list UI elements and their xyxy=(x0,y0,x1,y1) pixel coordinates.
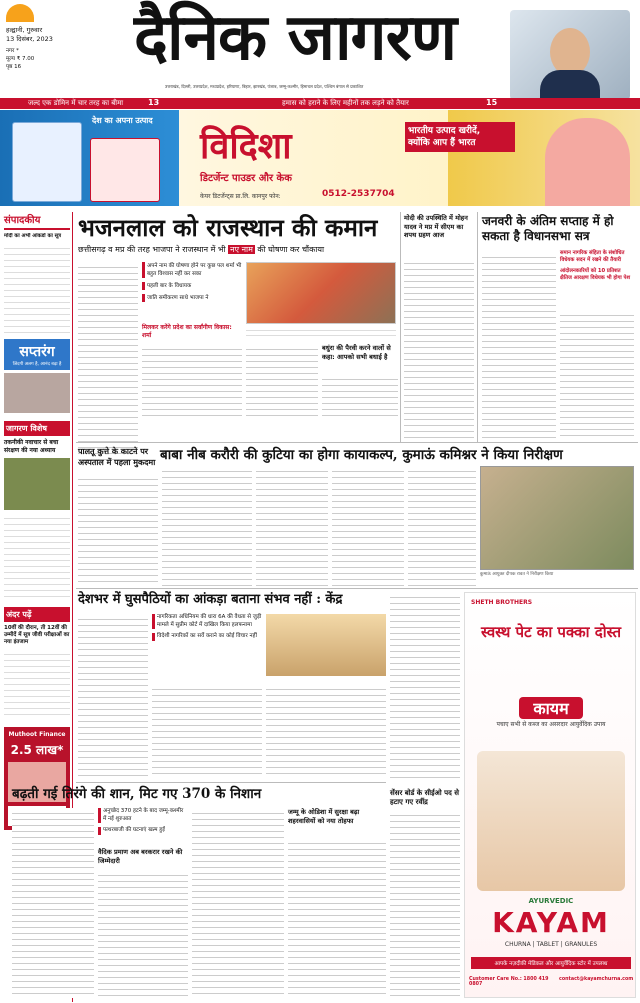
baba-col-2 xyxy=(256,466,328,586)
vidisha-ad xyxy=(0,110,640,206)
date: 13 दिसंबर, 2023 xyxy=(6,35,53,43)
slogan-line-1: भारतीय उत्पाद खरीदें, xyxy=(408,126,481,136)
right-divider xyxy=(477,212,478,442)
right-bullets xyxy=(560,250,634,282)
baba-photo xyxy=(480,466,634,570)
netanyahu-photo xyxy=(510,10,630,100)
product-pack-2 xyxy=(90,138,160,202)
ad-brand: विदिशा xyxy=(200,126,292,167)
right-bullet-1: समान नागरिक संहिता के संशोधित विधेयक सदन में रखने की तैयारी xyxy=(560,250,625,263)
desh-headline[interactable]: देशभर में घुसपैठियों का आंकड़ा बताना संभव नहीं : केंद्र xyxy=(78,592,343,607)
tiranga-col-1 xyxy=(12,808,94,998)
saptrang-sub: जिंदगी अलग है, आनंद बढ़ा है xyxy=(12,362,62,368)
bullet-2: पहली बार के विधायक xyxy=(142,282,242,290)
hline-2 xyxy=(76,588,638,589)
andar-body xyxy=(4,649,70,719)
product-packs xyxy=(12,122,82,202)
mp-headline[interactable]: मोदी की उपस्थिति में मोहन यादव ने मप्र में सीएम का शपथ ग्रहण आज xyxy=(404,214,468,239)
kayam-tagline: स्वस्थ पेट का पक्का दोस्त xyxy=(480,623,621,641)
subhead-highlight: नए नाम xyxy=(230,245,253,254)
lead-col-2 xyxy=(142,344,242,420)
masthead xyxy=(0,0,640,98)
supreme-court-photo xyxy=(266,614,386,676)
jagran-sun-logo xyxy=(6,4,34,22)
desh-col-1 xyxy=(78,614,148,778)
editorial-body xyxy=(4,243,70,333)
paltu-body xyxy=(78,474,158,584)
muthoot-brand: Muthoot Finance xyxy=(8,731,66,739)
kayam-brand: KAYAM xyxy=(492,906,610,939)
bullet-3: जाति समीकरण साधे भाजपा ने xyxy=(142,294,242,302)
bullet-1: अपने नाम की घोषणा होने पर कुछ पल शर्मा भी बहुत विश्वास नहीं कर सका xyxy=(142,262,242,278)
page-count: पृष्ठ 16 xyxy=(6,64,22,70)
andar-text: 10वीं की दौरान, ती 12वीं की उम्मीदें में सूत्र जीवी परीक्षाओं का नया इंतजाम xyxy=(4,625,70,646)
andar-label[interactable]: अंदर पढ़ें xyxy=(4,607,70,622)
ticker-left-page: 13 xyxy=(148,98,160,107)
lead-subhead xyxy=(78,244,398,256)
kayam-email[interactable]: contact@kayamchurna.com xyxy=(559,977,634,982)
baba-col-1 xyxy=(162,466,252,586)
edition: नगर * xyxy=(6,48,19,54)
right-bullet-2: आंदोलनकारियों को 10 प्रतिशत क्षैतिज आरक्षण विधेयक भी होगा पेश xyxy=(560,268,631,281)
saptrang-label: सप्तरंग xyxy=(19,344,55,361)
paltu-headline[interactable]: पालतू कुत्ते के काटने पर अस्पताल में पहला मुकदमा xyxy=(78,446,156,467)
tiranga-bullet-2: पत्थरबाजी की घटनाएं खत्म हुईं xyxy=(98,827,188,835)
ad-tag: देश का अपना उत्पाद xyxy=(92,116,153,125)
subhead-post: की घोषणा कर चौंकाया xyxy=(257,245,325,254)
desh-col-2 xyxy=(152,684,262,778)
lead-headline[interactable]: भजनलाल को राजस्थान की कमान xyxy=(78,213,378,242)
baba-caption: कुमाऊं आयुक्त दीपक रावत ने निरीक्षण किया xyxy=(480,572,554,577)
kayam-products-image xyxy=(477,751,625,891)
kayam-store: आपके नज़दीकी मेडिकल और आयुर्वेदिक स्टोर में उपलब्ध xyxy=(471,957,631,969)
tiranga-headline[interactable]: बढ़ती गई तिरंगे की शान, मिट गए 370 के निशान xyxy=(12,786,262,802)
city-day: हल्द्वानी, गुरुवार xyxy=(6,26,43,34)
vishesh-title: तकनीकी नवाचार से बचा संरक्षण की नया अध्याय xyxy=(4,439,59,455)
sensor-body xyxy=(390,810,460,998)
vishesh-label[interactable]: जागरण विशेष xyxy=(4,421,70,436)
tiranga-sub-3[interactable]: जम्मू के ओडिशा में सुरक्षा बढ़ा शहरवासियों को नया तोहफा xyxy=(288,808,360,825)
right-body-1 xyxy=(482,252,556,438)
ticker-right-page: 15 xyxy=(486,98,498,107)
sensor-headline[interactable]: सेंसर बोर्ड के सीईओ पद से हटाए गए रवींद्र xyxy=(390,788,460,806)
lead-col-1 xyxy=(78,262,138,462)
price: मूल्य ₹ 7.00 xyxy=(6,56,35,62)
desh-bullets xyxy=(152,614,262,641)
editions-line: उत्तराखंड, दिल्ली, उत्तरप्रदेश, मध्यप्रदेश, हरियाणा, बिहार, झारखंड, पंजाब, जम्मू-कश्मीर, हिमाचल प्रदेश, पश्चिम बंगाल से प्रकाशित xyxy=(165,84,364,89)
kayam-brand-label: AYURVEDIC xyxy=(528,897,574,905)
mp-body xyxy=(404,258,474,438)
tiranga-sub-2[interactable]: वैदिक प्रमाण अब बरकरार रखने की जिम्मेदारी xyxy=(98,848,183,865)
ad-sub: डिटर्जेन्ट पाउडर और केक xyxy=(200,173,292,184)
hline-3 xyxy=(76,782,386,783)
kayam-products: CHURNA | TABLET | GRANULES xyxy=(504,941,598,948)
subhead-pre: छत्तीसगढ़ व मप्र की तरह भाजपा ने राजस्थान में भी xyxy=(78,245,226,254)
tiranga-bullets xyxy=(98,808,188,835)
kayam-sub: पचाए सभी से कब्ज का असरदार आयुर्वेदिक उपाय xyxy=(496,721,606,728)
right-body-2 xyxy=(560,310,634,438)
desh-bullet-1: नागरिकता अधिनियम की धारा 6A की वैधता से जुड़ी मामले में सुप्रीम कोर्ट में दाखिल किया हलफनामा xyxy=(152,614,262,629)
desh-bullet-2: विदेशी नागरिकों का सर्वे कराने का कोई विचार नहीं xyxy=(152,633,262,641)
tiranga-col-4 xyxy=(288,838,386,998)
vishesh-body xyxy=(4,513,70,599)
tiranga-bullet-1: अनुच्छेद 370 हटने के बाद जम्मू-कश्मीर में नई शुरुआत xyxy=(98,808,188,823)
editorial-label[interactable]: संपादकीय xyxy=(4,212,70,230)
kayam-ad[interactable] xyxy=(464,592,636,998)
kayam-name: कायम xyxy=(519,697,583,719)
hline-1 xyxy=(76,442,638,443)
baba-col-4 xyxy=(408,466,476,586)
muthoot-amount: 2.5 लाख* xyxy=(10,743,64,758)
lead-col-4 xyxy=(322,374,398,420)
ticker-left[interactable]: जल्द एक डोमिन में चार तरह का बीमा xyxy=(28,99,124,107)
editorial-text: मोदी का अभी आंकडों का सूत्र xyxy=(4,233,61,239)
lead-photo-caption xyxy=(246,326,396,340)
kayam-brand-top: SHETH BROTHERS xyxy=(471,599,533,606)
saptrang-box[interactable] xyxy=(4,339,70,370)
ad-contact: केयर डिटर्जेन्ट्स प्रा.लि. कानपुर फोन: xyxy=(200,193,281,200)
vishesh-photo xyxy=(4,458,70,510)
slogan-line-2: क्योंकि आप हैं भारत xyxy=(408,138,476,148)
ad-slogan xyxy=(405,122,515,152)
mid-quote[interactable]: मिलकर करेंगे प्रदेश का सर्वांगीण विकास: शर्मा xyxy=(142,324,232,339)
right-headline[interactable]: जनवरी के अंतिम सप्ताह में हो सकता है विधानसभा सत्र xyxy=(482,214,614,243)
tiranga-col-3 xyxy=(192,808,284,998)
newspaper-title: दैनिक जागरण xyxy=(133,1,457,75)
ad-model-photo xyxy=(545,118,630,206)
tiranga-col-2 xyxy=(98,870,188,998)
lead-col-3 xyxy=(246,344,318,420)
ad-phone[interactable]: 0512-2537704 xyxy=(322,189,395,199)
desh-col-4 xyxy=(390,592,460,778)
mid-divider xyxy=(400,212,401,442)
lead-bullets xyxy=(142,262,242,302)
mid-h2[interactable]: बधुंरा की पैरवी करने वालों से कहा: आपको सभी बधाई है xyxy=(322,344,391,361)
ticker-right[interactable]: हमास को हराने के लिए महीनों तक लड़ने को तैयार xyxy=(282,99,409,107)
desh-col-3 xyxy=(266,684,386,778)
baba-headline[interactable]: बाबा नीब करौरी की कुटिया का होगा कायाकल्प, कुमाऊं कमिश्नर ने किया निरीक्षण xyxy=(160,447,563,463)
ticker-bar xyxy=(0,98,640,109)
kayam-care[interactable]: Customer Care No.: 1800 419 0807 xyxy=(469,977,549,987)
saptrang-photo xyxy=(4,373,70,413)
baba-col-3 xyxy=(332,466,404,586)
lead-photo xyxy=(246,262,396,324)
